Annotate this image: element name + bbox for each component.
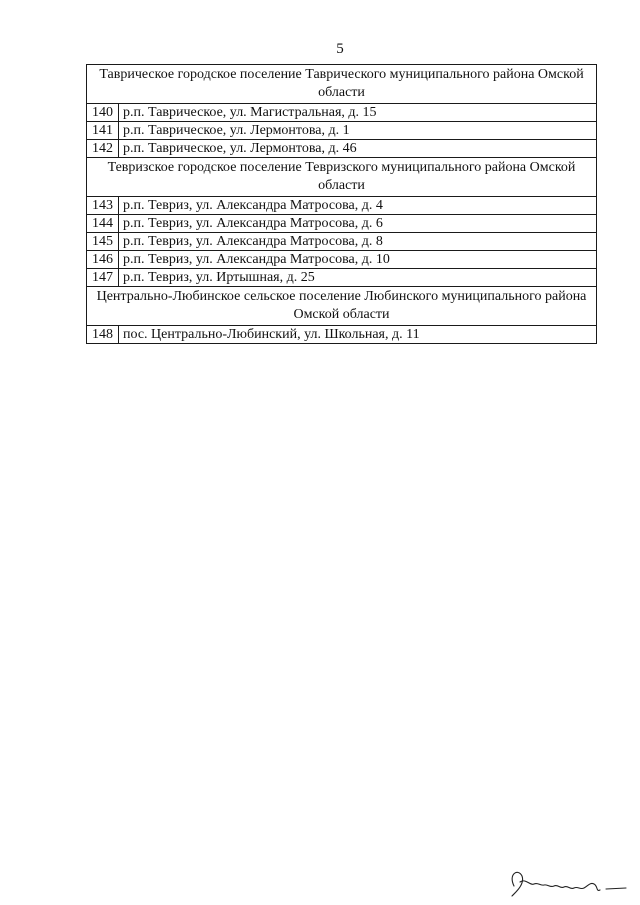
table-row: [87, 104, 597, 122]
row-address: р.п. Таврическое, ул. Магистральная, д. 15: [119, 104, 597, 122]
table-row: [87, 269, 597, 287]
table-row: [87, 140, 597, 158]
row-address: р.п. Тевриз, ул. Александра Матросова, д. 10: [119, 251, 597, 269]
section-header-row: [87, 287, 597, 326]
row-address: р.п. Тевриз, ул. Александра Матросова, д. 6: [119, 215, 597, 233]
row-number: 148: [87, 326, 119, 344]
table-row: [87, 326, 597, 344]
table-row: [87, 197, 597, 215]
row-address: р.п. Тевриз, ул. Иртышная, д. 25: [119, 269, 597, 287]
row-number: 144: [87, 215, 119, 233]
row-number: 141: [87, 122, 119, 140]
row-number: 147: [87, 269, 119, 287]
row-number: 142: [87, 140, 119, 158]
row-address: р.п. Таврическое, ул. Лермонтова, д. 46: [119, 140, 597, 158]
section-header: Тевризское городское поселение Тевризского муниципального района Омской области: [87, 158, 597, 197]
table-row: [87, 215, 597, 233]
page-number: 5: [336, 41, 344, 57]
row-address: р.п. Тевриз, ул. Александра Матросова, д. 8: [119, 233, 597, 251]
row-address: р.п. Тевриз, ул. Александра Матросова, д. 4: [119, 197, 597, 215]
section-header-row: [87, 65, 597, 104]
table-row: [87, 233, 597, 251]
row-number: 143: [87, 197, 119, 215]
address-table: [86, 64, 597, 344]
handwritten-signature: [500, 862, 630, 902]
row-number: 146: [87, 251, 119, 269]
section-header: Таврическое городское поселение Таврического муниципального района Омской области: [87, 65, 597, 104]
section-header: Центрально-Любинское сельское поселение Любинского муниципального района Омской области: [87, 287, 597, 326]
section-header-row: [87, 158, 597, 197]
row-number: 145: [87, 233, 119, 251]
row-number: 140: [87, 104, 119, 122]
row-address: пос. Центрально-Любинский, ул. Школьная, д. 11: [119, 326, 597, 344]
table-row: [87, 251, 597, 269]
row-address: р.п. Таврическое, ул. Лермонтова, д. 1: [119, 122, 597, 140]
table-row: [87, 122, 597, 140]
